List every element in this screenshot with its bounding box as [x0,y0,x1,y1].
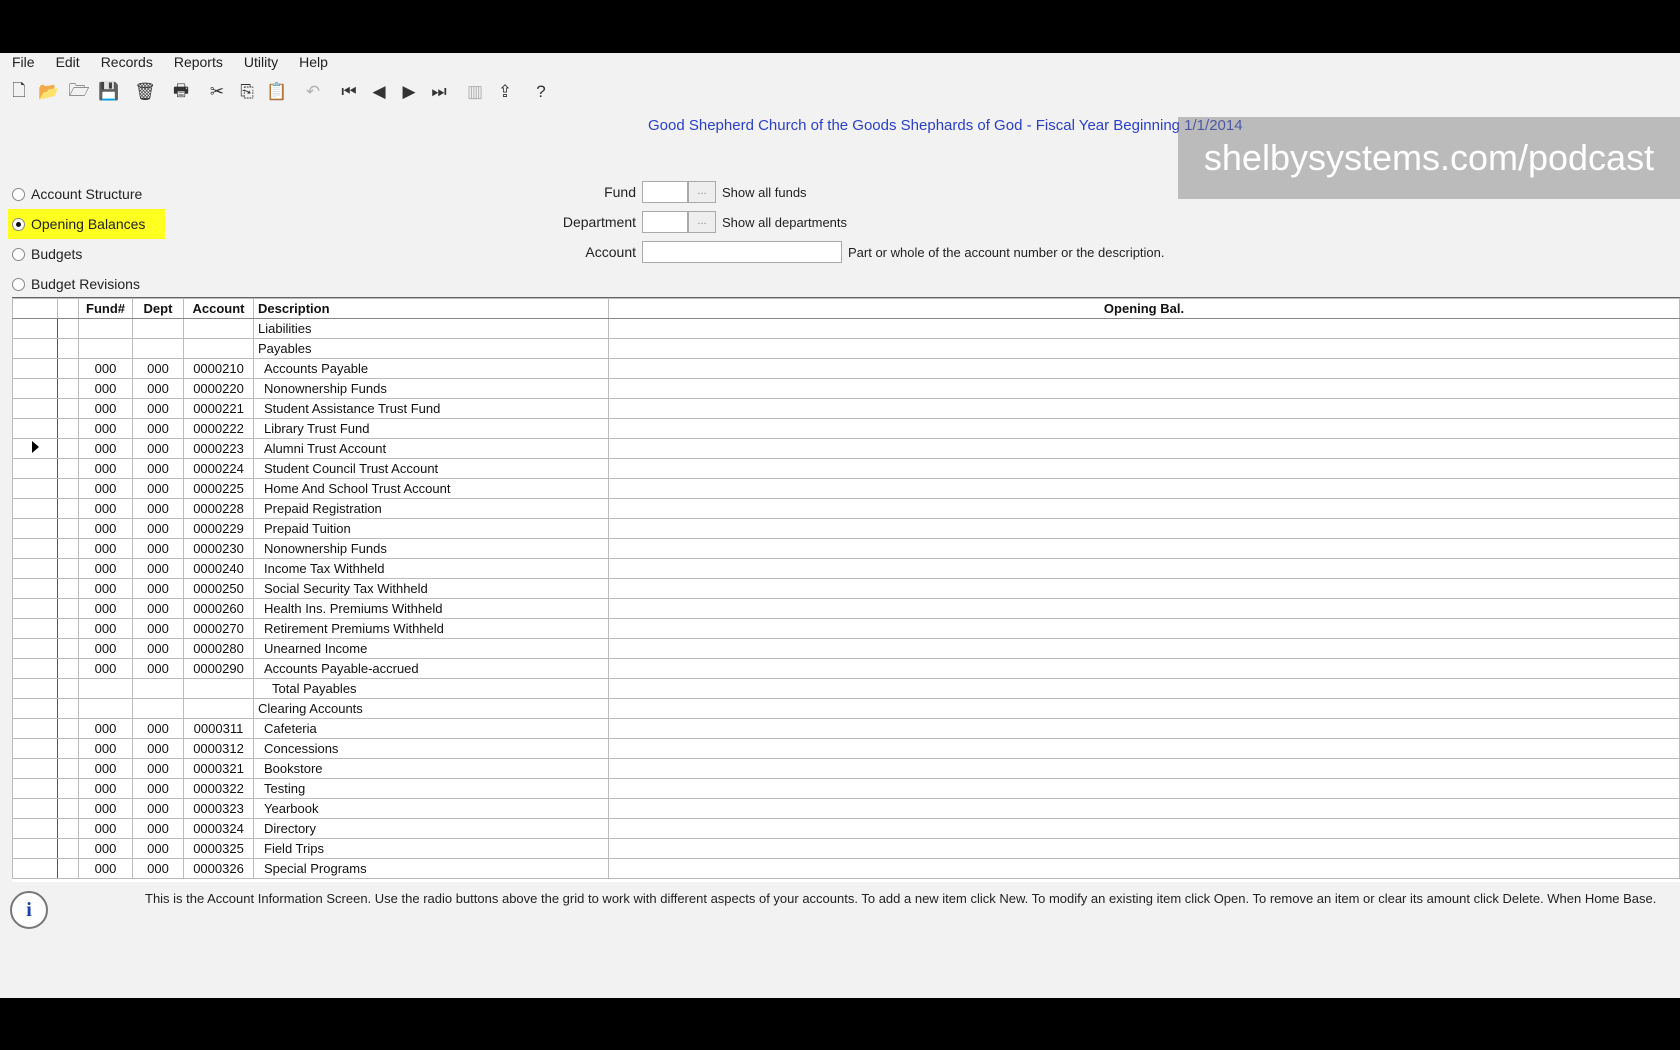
new-icon[interactable]: 🗋 [12,80,26,100]
dept-cell[interactable]: 000 [133,479,184,499]
blank-cell [58,579,79,599]
account-cell[interactable]: 0000322 [184,779,254,799]
save-icon[interactable]: 💾 [98,82,120,101]
blank-cell [58,559,79,579]
delete-icon[interactable]: 🗑 [134,82,156,101]
opening-balance-cell[interactable] [609,679,1680,699]
previous-record-icon[interactable]: ◀ [372,82,386,101]
blank-cell [58,339,79,359]
row-selector[interactable] [13,579,58,599]
description-cell[interactable]: Social Security Tax Withheld [254,579,609,599]
description-cell[interactable]: Library Trust Fund [254,419,609,439]
description-cell[interactable]: Testing [254,779,609,799]
row-selector[interactable] [13,699,58,719]
fund-cell[interactable]: 000 [79,599,133,619]
fund-cell[interactable]: 000 [79,479,133,499]
fund-cell[interactable]: 000 [79,619,133,639]
undo-icon[interactable]: ↶ [305,82,321,101]
opening-balance-cell[interactable] [609,639,1680,659]
account-cell[interactable]: 0000270 [184,619,254,639]
fund-cell[interactable]: 000 [79,839,133,859]
blank-cell [58,319,79,339]
accounts-table [12,298,1680,879]
description-cell[interactable]: Yearbook [254,799,609,819]
account-cell[interactable]: 0000230 [184,539,254,559]
fund-cell[interactable]: 000 [79,379,133,399]
description-cell[interactable]: Income Tax Withheld [254,559,609,579]
fund-cell[interactable]: 000 [79,499,133,519]
dept-cell[interactable]: 000 [133,659,184,679]
table-row[interactable] [13,319,1680,339]
row-selector[interactable] [13,619,58,639]
dept-cell[interactable]: 000 [133,719,184,739]
radio-budgets[interactable] [12,239,165,269]
row-selector-header [13,299,58,319]
fund-cell[interactable]: 000 [79,399,133,419]
dept-cell[interactable]: 000 [133,799,184,819]
dept-cell[interactable]: 000 [133,439,184,459]
description-cell[interactable]: Cafeteria [254,719,609,739]
account-cell[interactable]: 0000221 [184,399,254,419]
account-cell[interactable]: 0000250 [184,579,254,599]
menu-bar [0,53,1680,71]
dept-cell[interactable]: 000 [133,759,184,779]
account-cell[interactable]: 0000210 [184,359,254,379]
row-selector[interactable] [13,439,58,459]
blank-cell [58,779,79,799]
description-cell[interactable]: Nonownership Funds [254,539,609,559]
row-selector[interactable] [13,419,58,439]
account-cell[interactable]: 0000312 [184,739,254,759]
blank-cell [58,359,79,379]
blank-cell [58,739,79,759]
first-record-icon[interactable]: ⏮ [341,82,357,101]
dept-cell[interactable]: 000 [133,639,184,659]
view-radio-group [12,179,165,299]
radio-label: Budget Revisions [31,276,140,292]
fund-cell[interactable]: 000 [79,759,133,779]
row-selector[interactable] [13,799,58,819]
opening-balance-cell[interactable] [609,659,1680,679]
table-row[interactable] [13,479,1680,499]
account-hint: Part or whole of the account number or the description. [848,244,1165,260]
current-row-arrow-icon [32,441,39,453]
watermark: shelbysystems.com/podcast [1178,117,1680,199]
blank-cell [58,419,79,439]
table-row[interactable] [13,339,1680,359]
row-selector[interactable] [13,519,58,539]
table-row[interactable] [13,399,1680,419]
row-selector[interactable] [13,319,58,339]
radio-button[interactable] [12,218,25,231]
description-cell[interactable]: Bookstore [254,759,609,779]
dept-cell[interactable]: 000 [133,499,184,519]
row-selector[interactable] [13,379,58,399]
opening-balance-cell[interactable] [609,779,1680,799]
info-bar [10,889,1680,949]
dept-cell[interactable] [133,699,184,719]
table-row[interactable] [13,799,1680,819]
copy-icon[interactable]: ⎘ [240,82,254,101]
table-row[interactable] [13,579,1680,599]
radio-label: Opening Balances [31,216,146,232]
blank-cell [58,439,79,459]
help-icon[interactable]: ? [536,82,546,101]
column-header-opening-bal[interactable]: Opening Bal. [609,299,1680,319]
menu-help[interactable]: Help [299,54,328,70]
opening-balance-cell[interactable] [609,439,1680,459]
table-row[interactable] [13,659,1680,679]
description-cell[interactable]: Special Programs [254,859,609,879]
print-icon[interactable]: 🖶 [172,80,190,100]
fund-cell[interactable]: 000 [79,519,133,539]
row-selector[interactable] [13,759,58,779]
row-selector[interactable] [13,359,58,379]
table-row[interactable] [13,619,1680,639]
table-row[interactable] [13,779,1680,799]
row-selector[interactable] [13,639,58,659]
open-folder-icon[interactable]: 🗁 [68,80,90,100]
fund-cell[interactable]: 000 [79,739,133,759]
table-row[interactable] [13,719,1680,739]
radio-budget-revisions[interactable] [12,269,165,299]
row-selector[interactable] [13,819,58,839]
fund-cell[interactable]: 000 [79,439,133,459]
opening-balance-cell[interactable] [609,319,1680,339]
department-filter-row [560,207,1165,237]
account-cell[interactable]: 0000311 [184,719,254,739]
row-selector[interactable] [13,539,58,559]
menu-file[interactable]: File [12,54,35,70]
account-cell[interactable]: 0000228 [184,499,254,519]
opening-balance-cell[interactable] [609,359,1680,379]
opening-balance-cell[interactable] [609,859,1680,879]
opening-balance-cell[interactable] [609,459,1680,479]
opening-balance-cell[interactable] [609,799,1680,819]
blank-cell [58,619,79,639]
grid-header-row [13,299,1680,319]
open-icon[interactable]: 📂 [38,82,60,101]
radio-button[interactable] [12,248,25,261]
table-row[interactable] [13,839,1680,859]
description-cell[interactable]: Field Trips [254,839,609,859]
blank-cell [58,719,79,739]
department-label: Department [562,214,636,230]
account-cell[interactable]: 0000326 [184,859,254,879]
fund-cell[interactable]: 000 [79,539,133,559]
chart-icon[interactable]: ▥ [466,82,484,101]
fund-cell[interactable]: 000 [79,579,133,599]
blank-cell [58,479,79,499]
account-cell[interactable]: 0000240 [184,559,254,579]
radio-label: Budgets [31,246,83,262]
blank-cell [58,379,79,399]
description-cell[interactable]: Student Assistance Trust Fund [254,399,609,419]
description-cell[interactable]: Concessions [254,739,609,759]
dept-cell[interactable]: 000 [133,399,184,419]
table-row[interactable] [13,859,1680,879]
fund-cell[interactable]: 000 [79,779,133,799]
table-row[interactable] [13,459,1680,479]
opening-balance-cell[interactable] [609,739,1680,759]
opening-balance-cell[interactable] [609,479,1680,499]
description-cell[interactable]: Payables [254,339,609,359]
blank-cell [58,759,79,779]
fund-cell[interactable] [79,339,133,359]
opening-balance-cell[interactable] [609,819,1680,839]
opening-balance-cell[interactable] [609,699,1680,719]
dept-cell[interactable]: 000 [133,579,184,599]
column-header-account[interactable]: Account [184,299,254,319]
filter-panel [560,177,1165,267]
info-text: This is the Account Information Screen. Use the radio buttons above the grid to work with different aspects of your accounts. To add a new item click New. To modify an existing item click Open. To remove an item or clear its amount click Delete. When Home Base. [145,891,1657,906]
row-selector[interactable] [13,399,58,419]
blank-cell [58,499,79,519]
description-cell[interactable]: Prepaid Tuition [254,519,609,539]
radio-account-structure[interactable] [12,179,165,209]
table-row[interactable] [13,639,1680,659]
fund-cell[interactable]: 000 [79,359,133,379]
dept-cell[interactable] [133,679,184,699]
opening-balance-cell[interactable] [609,539,1680,559]
account-cell[interactable] [184,319,254,339]
row-selector[interactable] [13,659,58,679]
opening-balance-cell[interactable] [609,419,1680,439]
table-row[interactable] [13,599,1680,619]
row-selector[interactable] [13,679,58,699]
account-cell[interactable]: 0000223 [184,439,254,459]
table-row[interactable] [13,499,1680,519]
table-row[interactable] [13,539,1680,559]
account-cell[interactable]: 0000224 [184,459,254,479]
blank-cell [58,819,79,839]
description-cell[interactable]: Student Council Trust Account [254,459,609,479]
row-selector[interactable] [13,339,58,359]
description-cell[interactable]: Retirement Premiums Withheld [254,619,609,639]
dept-cell[interactable]: 000 [133,419,184,439]
blank-cell [58,659,79,679]
dept-cell[interactable]: 000 [133,739,184,759]
dept-cell[interactable]: 000 [133,819,184,839]
row-selector[interactable] [13,719,58,739]
account-search-input[interactable] [642,241,842,263]
app-window [0,53,1680,998]
opening-balance-cell[interactable] [609,759,1680,779]
blank-cell [58,679,79,699]
dept-cell[interactable]: 000 [133,619,184,639]
radio-label: Account Structure [31,186,143,202]
fund-hint: Show all funds [722,184,807,200]
row-selector[interactable] [13,479,58,499]
blank-cell [58,599,79,619]
opening-balance-cell[interactable] [609,339,1680,359]
account-cell[interactable] [184,679,254,699]
export-icon[interactable]: ⇪ [497,82,513,101]
department-hint: Show all departments [722,214,848,230]
row-selector[interactable] [13,559,58,579]
opening-balance-cell[interactable] [609,839,1680,859]
table-row[interactable] [13,559,1680,579]
account-cell[interactable]: 0000323 [184,799,254,819]
account-cell[interactable]: 0000222 [184,419,254,439]
dept-cell[interactable] [133,319,184,339]
dept-cell[interactable]: 000 [133,459,184,479]
dept-cell[interactable]: 000 [133,379,184,399]
menu-edit[interactable]: Edit [55,54,80,70]
account-cell[interactable]: 0000321 [184,759,254,779]
column-header-description[interactable]: Description [254,299,609,319]
table-row[interactable] [13,679,1680,699]
table-row[interactable] [13,419,1680,439]
table-row[interactable] [13,359,1680,379]
dept-cell[interactable]: 000 [133,559,184,579]
fund-input[interactable] [642,181,688,203]
account-cell[interactable]: 0000225 [184,479,254,499]
table-row[interactable] [13,379,1680,399]
row-selector[interactable] [13,599,58,619]
dept-cell[interactable]: 000 [133,779,184,799]
radio-opening-balances[interactable] [8,209,165,239]
description-cell[interactable]: Home And School Trust Account [254,479,609,499]
row-selector[interactable] [13,499,58,519]
dept-cell[interactable]: 000 [133,359,184,379]
row-selector[interactable] [13,859,58,879]
fund-cell[interactable] [79,699,133,719]
fund-cell[interactable]: 000 [79,819,133,839]
fund-cell[interactable]: 000 [79,559,133,579]
description-cell[interactable]: Unearned Income [254,639,609,659]
opening-balance-cell[interactable] [609,599,1680,619]
fund-cell[interactable] [79,679,133,699]
opening-balance-cell[interactable] [609,619,1680,639]
table-row[interactable] [13,439,1680,459]
blank-cell [58,639,79,659]
dept-cell[interactable]: 000 [133,519,184,539]
blank-header [58,299,79,319]
account-cell[interactable]: 0000229 [184,519,254,539]
description-cell[interactable]: Nonownership Funds [254,379,609,399]
table-row[interactable] [13,519,1680,539]
opening-balance-cell[interactable] [609,579,1680,599]
table-row[interactable] [13,759,1680,779]
blank-cell [58,839,79,859]
dept-cell[interactable]: 000 [133,539,184,559]
blank-cell [58,859,79,879]
account-cell[interactable]: 0000220 [184,379,254,399]
page-title: Good Shepherd Church of the Goods Shephards of God - Fiscal Year Beginning 1/1/2014 [648,117,1243,134]
description-cell[interactable]: Alumni Trust Account [254,439,609,459]
table-row[interactable] [13,819,1680,839]
fund-filter-row [560,177,1165,207]
description-cell[interactable]: Prepaid Registration [254,499,609,519]
blank-cell [58,399,79,419]
blank-cell [58,519,79,539]
menu-records[interactable]: Records [100,54,153,70]
fund-cell[interactable]: 000 [79,659,133,679]
opening-balance-cell[interactable] [609,399,1680,419]
opening-balance-cell[interactable] [609,379,1680,399]
opening-balance-cell[interactable] [609,559,1680,579]
account-cell[interactable]: 0000280 [184,639,254,659]
account-label: Account [585,244,636,260]
account-cell[interactable]: 0000260 [184,599,254,619]
opening-balance-cell[interactable] [609,519,1680,539]
opening-balance-cell[interactable] [609,719,1680,739]
toolbar [4,73,556,111]
table-row[interactable] [13,739,1680,759]
column-header-fund[interactable]: Fund# [79,299,133,319]
radio-button[interactable] [12,188,25,201]
description-cell[interactable]: Liabilities [254,319,609,339]
description-cell[interactable]: Health Ins. Premiums Withheld [254,599,609,619]
fund-cell[interactable]: 000 [79,419,133,439]
blank-cell [58,539,79,559]
opening-balance-cell[interactable] [609,499,1680,519]
fund-label: Fund [604,184,636,200]
description-cell[interactable]: Accounts Payable [254,359,609,379]
account-cell[interactable]: 0000290 [184,659,254,679]
account-cell[interactable] [184,339,254,359]
dept-cell[interactable] [133,339,184,359]
fund-cell[interactable]: 000 [79,459,133,479]
dept-cell[interactable]: 000 [133,599,184,619]
menu-utility[interactable]: Utility [243,54,279,70]
fund-cell[interactable]: 000 [79,799,133,819]
row-selector[interactable] [13,839,58,859]
fund-browse-button[interactable]: ... [688,181,716,203]
blank-cell [58,699,79,719]
account-cell[interactable]: 0000324 [184,819,254,839]
column-header-dept[interactable]: Dept [133,299,184,319]
account-cell[interactable] [184,699,254,719]
cut-icon[interactable]: ✂ [209,82,225,101]
department-browse-button[interactable]: ... [688,211,716,233]
row-selector[interactable] [13,739,58,759]
blank-cell [58,799,79,819]
fund-cell[interactable]: 000 [79,719,133,739]
radio-button[interactable] [12,278,25,291]
row-selector[interactable] [13,459,58,479]
next-record-icon[interactable]: ▶ [402,82,416,101]
description-cell[interactable]: Total Payables [254,679,609,699]
description-cell[interactable]: Accounts Payable-accrued [254,659,609,679]
info-icon: i [10,891,48,929]
fund-cell[interactable]: 000 [79,859,133,879]
department-input[interactable] [642,211,688,233]
description-cell[interactable]: Directory [254,819,609,839]
fund-cell[interactable] [79,319,133,339]
accounts-grid[interactable] [12,297,1680,882]
blank-cell [58,459,79,479]
description-cell[interactable]: Clearing Accounts [254,699,609,719]
account-cell[interactable]: 0000325 [184,839,254,859]
table-row[interactable] [13,699,1680,719]
row-selector[interactable] [13,779,58,799]
last-record-icon[interactable]: ⏭ [431,82,447,101]
menu-reports[interactable]: Reports [173,54,223,70]
fund-cell[interactable]: 000 [79,639,133,659]
dept-cell[interactable]: 000 [133,839,184,859]
paste-icon[interactable]: 📋 [266,82,288,101]
account-filter-row [560,237,1165,267]
dept-cell[interactable]: 000 [133,859,184,879]
